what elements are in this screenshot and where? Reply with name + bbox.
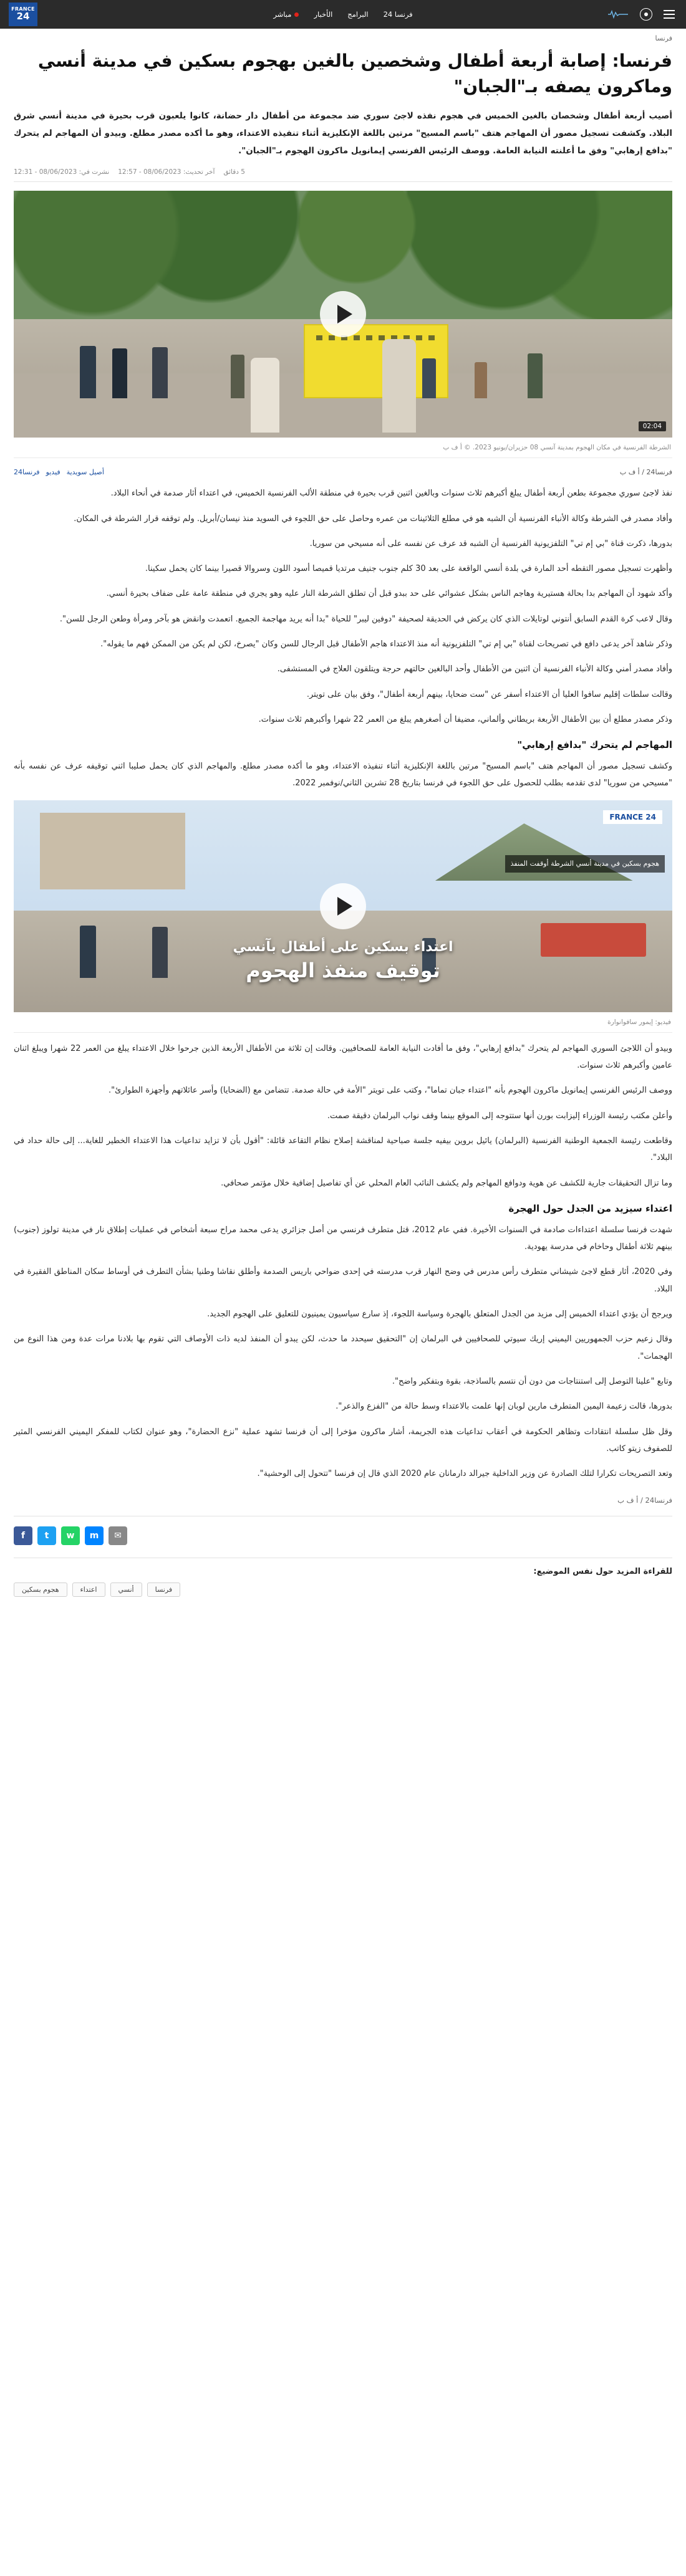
- article-paragraph: وذكر مصدر مطلع أن بين الأطفال الأربعة بريطاني وألماني، مضيفا أن أصغرهم يبلغ من العمر 22 شهرا وأكبرهم ثلاث سنوات.: [258, 714, 672, 724]
- nav-live-label: مباشر: [273, 10, 292, 19]
- nav-live[interactable]: [273, 10, 299, 19]
- article-video-player-1[interactable]: [14, 191, 672, 438]
- related-title: للقراءة المزيد حول نفس الموضيع:: [533, 1567, 672, 1577]
- article-paragraph: وقال زعيم حزب الجمهوريين اليميني إريك سيوتي للصحافيين في البرلمان إن "التحقيق سيحدد ما حدث، لكن يبدو أن المنفذ لديه ذات الأوصاف التي تقوم بها بلادنا مرات عدة ومن هذا النوع من الهجمات".: [14, 1334, 672, 1361]
- breadcrumb-item-france[interactable]: فرنسا: [655, 34, 672, 42]
- video-caption-2: فيديو: إيمور سافوانوارة: [14, 1015, 672, 1033]
- article-paragraph: وأظهرت تسجيل مصور التقطه أحد المارة في بلدة أنسي الواقعة على بعد 30 كلم جنوب جنيف مرتديا قميصا أسود اللون وسروالا قصيرا بينما كان يحمل سكينا.: [145, 564, 672, 574]
- video-duration-1: 02:04: [639, 421, 666, 431]
- article-paragraph: وتعد التصريحات تكرارا لتلك الصادرة عن وزير الداخلية جيرالد دارمانان عام 2020 الذي قال إن فرنسا "تتحول إلى الوحشية".: [257, 1469, 672, 1479]
- nav-news[interactable]: الأخبار: [314, 10, 333, 19]
- article-paragraph: بدورها، قالت زعيمة اليمين المتطرف مارين لوبان إنها علمت بالاعتداء وسط حالة من "الفزع والذعر".: [336, 1402, 672, 1412]
- article-paragraph: وذكر شاهد آخر يدعى دافع في تصريحات لقناة "بي إم تي" التلفزيونية أنه منذ الاعتداء هاجم الأطفال قبل الرجال للسن وكان "يصرخ، لكن لم يكن من الممكن فهم ما يقوله".: [100, 639, 672, 649]
- share-buttons: [14, 1526, 672, 1558]
- subheading: المهاجم لم يتحرك "بدافع إرهابي": [517, 739, 672, 751]
- related-chip[interactable]: اعتداء: [72, 1582, 105, 1597]
- article-paragraph: نفذ لاجئ سوري مجموعة بطعن أربعة أطفال يبلغ أكبرهم ثلاث سنوات وبالغين اثنين قرب بحيرة في منطقة الألب الفرنسية الخميس، في اعتداء أثار صدمة في أنحاء البلاد.: [110, 489, 672, 499]
- facebook-icon[interactable]: f: [14, 1526, 32, 1545]
- scene-figure: [152, 347, 168, 398]
- nav-programs[interactable]: البرامج: [347, 10, 369, 19]
- page-title: فرنسا: إصابة أربعة أطفال وشخصين بالغين بهجوم بسكين في مدينة أنسي وماكرون يصفه بـ"الجبان": [37, 50, 672, 97]
- meta-published: نشرت في: 08/06/2023 - 12:31: [14, 168, 110, 176]
- scene-figure: [475, 362, 487, 398]
- byline-tags: [14, 468, 104, 476]
- tag-video[interactable]: فيديو: [46, 468, 60, 477]
- article-signature: فرنسا24 / أ ف ب: [617, 1496, 672, 1505]
- article-paragraph: وكشف تسجيل مصور أن المهاجم هتف "باسم المسيح" مرتين باللغة الإنكليزية أثناء تنفيذه الاعتداء، وهو ما أكده مصدر مطلع. والمهاجم الذي كان يحمل صليبا اثني توقيفه عرف عن نفسه بأنه "مسيحي من سوريا" لدى تقدمه بطلب للحصول على حق اللجوء في فرنسا بتاريخ 28 تشرين الثاني/نوفمبر 2022.: [14, 762, 672, 788]
- related-topics-section: [14, 1558, 672, 1616]
- broadcaster-badge: FRANCE 24: [603, 810, 662, 824]
- twitter-icon[interactable]: t: [37, 1526, 56, 1545]
- subheading: اعتداء سيزيد من الجدل حول الهجرة: [508, 1202, 672, 1214]
- scene-child: [251, 358, 279, 433]
- logo-text-number: 24: [16, 11, 30, 22]
- article-video-player-2[interactable]: [14, 800, 672, 1012]
- top-navigation-bar: [0, 0, 686, 29]
- tag-origin[interactable]: أصيل سويدية: [66, 468, 104, 477]
- video-thumbnail-1: [14, 191, 672, 438]
- logo-text-top: FRANCE: [11, 6, 35, 12]
- whatsapp-icon[interactable]: w: [61, 1526, 80, 1545]
- meta-updated: آخر تحديث: 08/06/2023 - 12:57: [118, 168, 215, 176]
- article-paragraph: شهدت فرنسا سلسلة اعتداءات صادمة في السنوات الأخيرة. ففي عام 2012، قتل متطرف فرنسي من أصل جزائري يدعى محمد مراح سبعة أشخاص في عمليات إطلاق نار في مدينة تولوز (جنوب) بينهم ثلاثة أطفال وحاخام في مدرسة يهودية.: [14, 1225, 673, 1252]
- article-paragraph: وبيدو أن اللاجئ السوري المهاجم لم يتحرك "بدافع إرهابي"، وفق ما أفادت النيابة العامة للصحافيين. وقالت إن ثلاثة من الأطفال الأربعة الذين جرحوا خلال الاعتداء يبلغ من العمر 22 شهرا ويبلغ اثنان عامين وأكبرهم ثلاث سنوات.: [14, 1043, 672, 1071]
- article-paragraph: وأعلن مكتب رئيسة الوزراء إليزابت بورن أنها ستتوجه إلى الموقع بينما وقف نواب البرلمان دقيقة صمت.: [327, 1111, 672, 1121]
- play-button-2[interactable]: [320, 883, 366, 929]
- article-paragraph: وتابع "علينا التوصل إلى استنتاجات من دون أن نتسم بالساذجة، بقوة وبتفكير واضح".: [392, 1376, 672, 1386]
- video-thumbnail-2: [14, 800, 672, 1012]
- tag-source[interactable]: فرنسا24: [14, 468, 40, 477]
- article-paragraph: وأكد شهود أن المهاجم بدا بحالة هستيرية وهاجم الناس بشكل عشوائي على حد ببدو قبل أن تطلق الشرطة النار عليه وهو يجري في منطقة عامة على ضفاف بحيرة أنسي.: [106, 589, 672, 599]
- article-paragraph: وقل ظل سلسلة انتقادات وتظاهر الحكومة في أعقاب تداعيات هذه الجريمة، أشار ماكرون مؤخرا إلى أن فرنسا تشهد عملية "نزع الحضارة"، وهو عنوان لكتاب للمفكر اليميني الفرنسي المثير للصفوف زيتو كاتب.: [14, 1427, 672, 1453]
- scene-figure: [422, 358, 436, 398]
- share-section: [14, 1516, 672, 1558]
- article-paragraph: وما تزال التحقيقات جارية للكشف عن هوية ودوافع المهاجم ولم يكشف النائب العام المحلي عن أي تفاصيل إضافية خلال مؤتمر صحافي.: [221, 1178, 672, 1188]
- breadcrumb: [0, 29, 686, 45]
- scene-figure: [231, 355, 244, 398]
- scene-building: [40, 813, 185, 889]
- byline-row: [14, 466, 672, 485]
- scene-child: [382, 339, 416, 433]
- article-paragraph: وأفاد مصدر أمني وكالة الأنباء الفرنسية أن اثنين من الأطفال وأحد البالغين حالتهم حرجة ويتلقون العلاج في المستشفى.: [277, 664, 672, 674]
- video-overlay-title: [14, 939, 672, 982]
- article-paragraph: وأفاد مصدر في الشرطة وكالة الأنباء الفرنسية أن الشبه هو في مطلع الثلاثينات من عمره وحاصل على حق اللجوء في السويد منذ نيسان/أبريل. ولم توقفه قرار الشرطة في المكان.: [74, 514, 672, 524]
- france24-logo[interactable]: [9, 2, 37, 26]
- messenger-icon[interactable]: m: [85, 1526, 104, 1545]
- scene-figure: [528, 353, 543, 398]
- article-paragraph: بدورها، ذكرت قناة "بي إم تي" التلفزيونية الفرنسية أن الشبه قد عرف عن نفسه على أنه مسيحي من سوريا.: [309, 539, 672, 548]
- broadcast-lower-third: هجوم بسكين في مدينة أنسي الشرطة أوقفت المنفذ: [505, 855, 665, 873]
- live-indicator-dot: [294, 12, 299, 17]
- article-paragraph: ويرجح أن يؤدي اعتداء الخميس إلى مزيد من الجدل المتعلق بالهجرة وسياسة اللجوء، إذ سارع سياسيون يمينيون للتعليق على الهجوم الجديد.: [207, 1310, 672, 1319]
- nav-france24[interactable]: فرنسا 24: [383, 10, 413, 19]
- video-caption-1: الشرطة الفرنسية في مكان الهجوم بمدينة آنسي 08 حزيران/يونيو 2023. © أ ف ب: [14, 440, 672, 458]
- article-paragraph: وقال لاعب كرة القدم السابق أنتوني لوتايلات الذي كان يركض في الحديقة لصحيفة "دوفين ليبر" للحياة "بدا أنه يريد مهاجمة الجميع. اتعمدت وانقض هو بآخر ومرأة وطعن الرجل للسن".: [59, 614, 672, 624]
- article-paragraph: وقاطعت رئيسة الجمعية الوطنية الفرنسية (البرلمان) يائيل بروين بيفيه جلسة صباحية لمناقشة إصلاح نظام التقاعد قائلة: "أقول بأن لا تزايد تداعيات هذا الاعتداء الخطير للغاية... إلى حالة حداد في البلاد".: [14, 1136, 672, 1163]
- related-chip[interactable]: فرنسا: [147, 1582, 181, 1597]
- overlay-line-1: اعتداء بسكين على أطفال بآنسي: [233, 939, 453, 955]
- article-paragraph: وفي 2020، أثار قطع لاجئ شيشاني متطرف رأس مدرس في وضح النهار قرب مدرسته في إحدى ضواحي باريس الصدمة وأطلق نقاشا وطنيا بشأن التطرف في أوساط سكان المناطق الفقيرة في البلاد.: [14, 1267, 673, 1294]
- article-paragraph: وقالت سلطات إقليم سافوا العليا أن الاعتداء أسفر عن "ست ضحايا، بينهم أربعة أطفال"، وفق بيان على تويتر.: [306, 689, 672, 699]
- scene-figure: [112, 348, 127, 398]
- related-chip-list: [14, 1582, 672, 1597]
- article-meta: [14, 168, 672, 182]
- meta-reading-time: 5 دقائق: [223, 168, 245, 176]
- article-standfirst: أصيب أربعة أطفال وشخصان بالغين الخميس في هجوم نفذه لاجئ سوري ضد مجموعة من أطفال دار حضانة، كانوا يلعبون قرب بحيرة في مدينة أنسي شرق البلاد. وكشفت تسجيل مصور أن المهاجم هتف "باسم المسيح" مرتين باللغة الإنكليزية أثناء تنفيذه الاعتداء، وهو ما أكده مصدر مطلع. وبيدو أن المهاجم لم يتحرك "بدافع إرهابي" وفق ما أعلنته النيابة العامة. ووصف الرئيس الفرنسي إيمانويل ماكرون الهجوم بـ"الجبان".: [14, 111, 672, 156]
- overlay-line-2: توقيف منفذ الهجوم: [246, 959, 440, 983]
- play-triangle-icon: [337, 897, 352, 916]
- play-triangle-icon: [337, 305, 352, 323]
- related-chip[interactable]: أنسي: [110, 1582, 142, 1597]
- play-button-1[interactable]: [320, 291, 366, 337]
- byline-author: فرنسا24 / أ ف ب: [619, 468, 672, 477]
- article-paragraph: ووصف الرئيس الفرنسي إيمانويل ماكرون الهجوم بأنه "اعتداء جبان تماما"، وكتب على تويتر "الأمة في حالة صدمة. تتضامن مع (الضحايا) وأسر عائلاتهم وأجهزة الطوارئ".: [108, 1086, 672, 1096]
- scene-figure: [80, 346, 96, 398]
- mail-icon[interactable]: ✉: [109, 1526, 127, 1545]
- main-nav-links: [0, 10, 686, 19]
- related-chip[interactable]: هجوم بسكين: [14, 1582, 67, 1597]
